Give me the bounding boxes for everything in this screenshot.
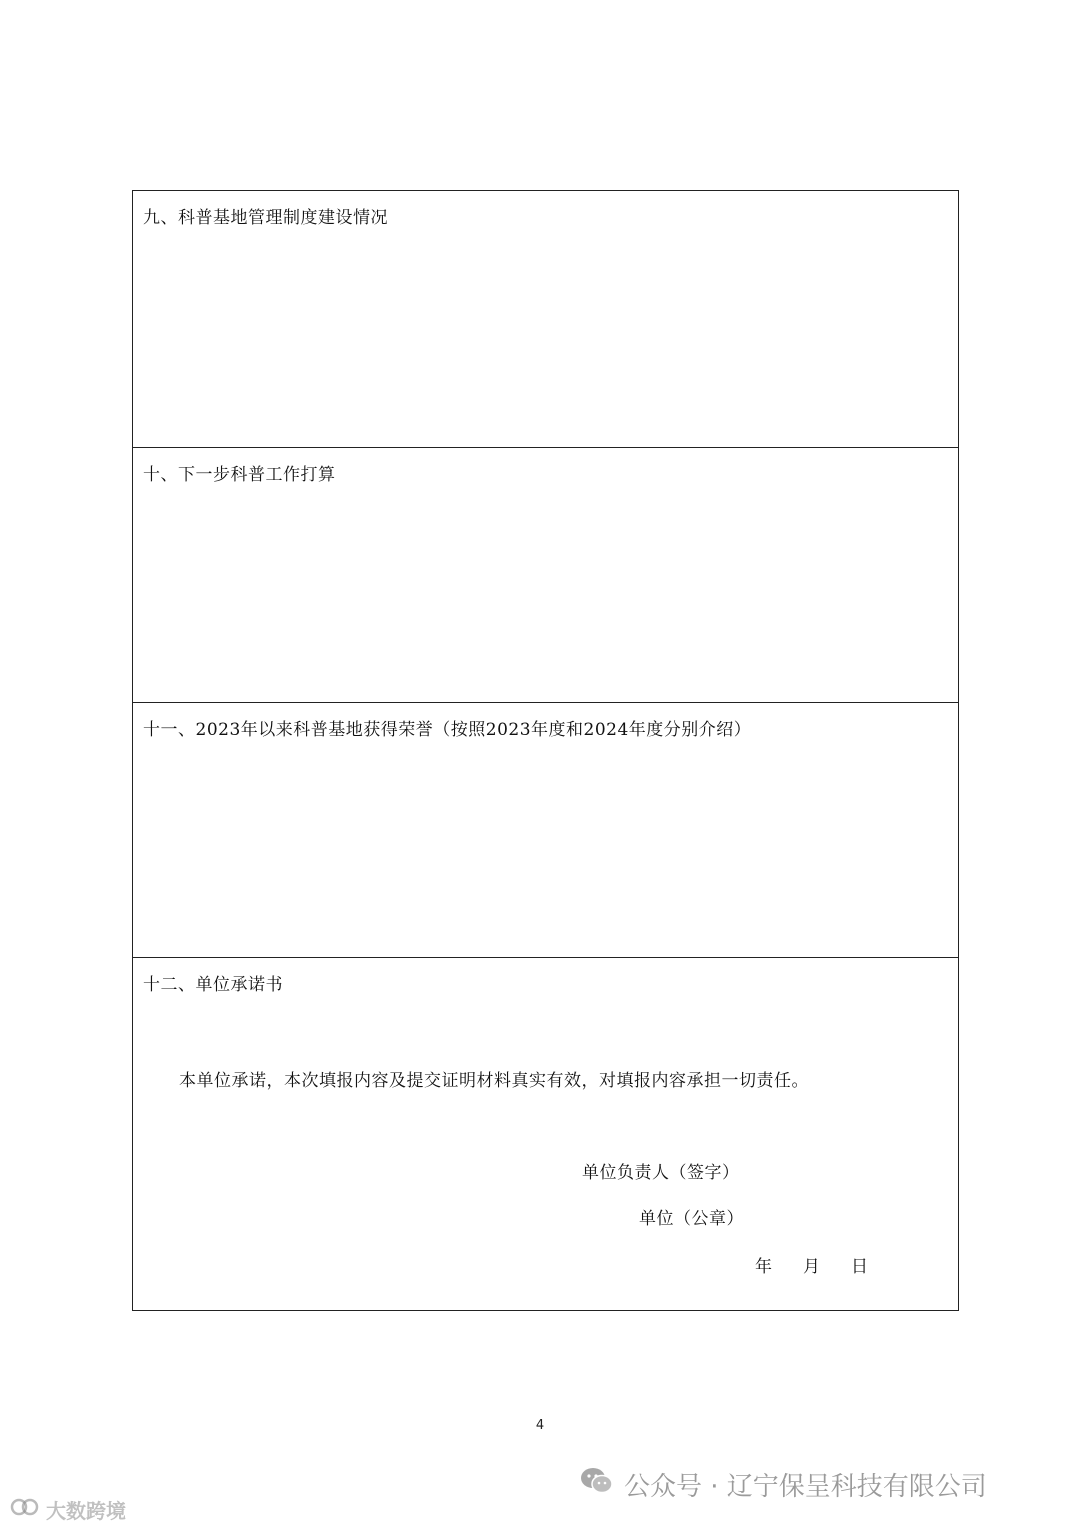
watermark-right-text: 公众号 · 辽宁保呈科技有限公司 xyxy=(624,1472,987,1502)
section-title: 十一、2023年以来科普基地获得荣誉（按照2023年度和2024年度分别介绍） xyxy=(143,720,752,740)
section-honors xyxy=(133,702,958,957)
application-form-table xyxy=(132,190,959,1311)
section-title: 十、下一步科普工作打算 xyxy=(143,465,336,485)
date-year-label: 年 xyxy=(755,1257,773,1277)
section-pledge xyxy=(133,957,958,1310)
signature-unit-label: 单位（公章） xyxy=(639,1209,744,1229)
section-title: 十二、单位承诺书 xyxy=(143,975,283,995)
page-number: 4 xyxy=(535,1418,545,1433)
link-logo-icon xyxy=(10,1496,40,1523)
wechat-icon xyxy=(580,1467,614,1502)
date-month-label: 月 xyxy=(803,1257,821,1277)
section-title: 九、科普基地管理制度建设情况 xyxy=(143,208,388,228)
section-next-steps xyxy=(133,447,958,702)
watermark-left xyxy=(10,1495,126,1524)
date-day-label: 日 xyxy=(851,1257,869,1277)
section-management-system xyxy=(133,191,958,447)
watermark-left-text: 大数跨境 xyxy=(46,1499,126,1523)
pledge-statement: 本单位承诺，本次填报内容及提交证明材料真实有效，对填报内容承担一切责任。 xyxy=(179,1071,809,1091)
signature-person-label: 单位负责人（签字） xyxy=(582,1163,740,1183)
date-line xyxy=(755,1252,899,1277)
watermark-right xyxy=(580,1466,987,1503)
